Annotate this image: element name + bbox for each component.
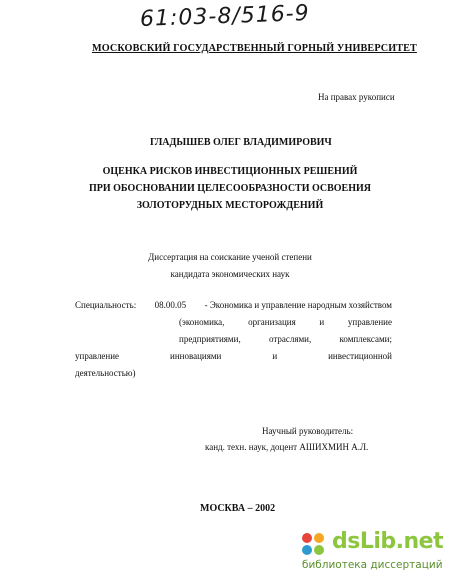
specialty-description: - Экономика и управление народным хозяйством bbox=[204, 300, 392, 310]
specialty-line bbox=[75, 331, 392, 348]
specialty-word: предприятиями, bbox=[179, 334, 241, 344]
supervisor-label: Научный руководитель: bbox=[262, 426, 354, 436]
specialty-word: и bbox=[319, 317, 325, 327]
dslib-watermark bbox=[302, 529, 442, 575]
city-year: МОСКВА – 2002 bbox=[200, 503, 276, 514]
specialty-line bbox=[75, 314, 392, 331]
author-name: ГЛАДЫШЕВ ОЛЕГ ВЛАДИМИРОВИЧ bbox=[150, 137, 332, 148]
specialty-word: инновациями bbox=[170, 351, 222, 361]
title-line: ЗОЛОТОРУДНЫХ МЕСТОРОЖДЕНИЙ bbox=[136, 200, 324, 211]
degree-line: кандидата экономических наук bbox=[170, 269, 290, 279]
handwritten-catalog-code: 61:03-8/516-9 bbox=[139, 1, 311, 32]
specialty-line bbox=[75, 348, 392, 365]
dslib-tagline: библиотека диссертаций bbox=[302, 559, 443, 571]
specialty-word: комплексами; bbox=[339, 334, 392, 344]
degree-statement bbox=[90, 249, 370, 283]
supervisor-name: канд. техн. наук, доцент АШИХМИН А.Л. bbox=[205, 442, 369, 452]
supervisor-block bbox=[205, 423, 425, 455]
specialty-label: Специальность: bbox=[75, 300, 137, 310]
title-line: ПРИ ОБОСНОВАНИИ ЦЕЛЕСООБРАЗНОСТИ ОСВОЕНИЯ bbox=[88, 183, 372, 194]
specialty-line bbox=[75, 365, 392, 382]
specialty-word: (экономика, bbox=[179, 317, 225, 327]
specialty-word: и bbox=[272, 351, 278, 361]
specialty-line bbox=[75, 297, 392, 314]
specialty-word: управление bbox=[347, 317, 392, 327]
specialty-word: деятельностью) bbox=[75, 368, 136, 378]
specialty-word: организация bbox=[248, 317, 296, 327]
specialty-code: 08.00.05 bbox=[154, 300, 187, 310]
specialty-word: управление bbox=[75, 351, 120, 361]
specialty-block bbox=[75, 297, 392, 382]
dslib-logo-text: dsLib.net bbox=[332, 529, 444, 554]
university-name: МОСКОВСКИЙ ГОСУДАРСТВЕННЫЙ ГОРНЫЙ УНИВЕРСИТЕТ bbox=[92, 43, 417, 54]
specialty-word: инвестиционной bbox=[328, 351, 392, 361]
degree-line: Диссертация на соискание ученой степени bbox=[148, 252, 312, 262]
dslib-logo-icon bbox=[302, 533, 326, 557]
specialty-word: отраслями, bbox=[268, 334, 312, 344]
manuscript-rights-note: На правах рукописи bbox=[318, 92, 395, 102]
dissertation-title bbox=[80, 163, 380, 214]
title-line: ОЦЕНКА РИСКОВ ИНВЕСТИЦИОННЫХ РЕШЕНИЙ bbox=[102, 166, 358, 177]
